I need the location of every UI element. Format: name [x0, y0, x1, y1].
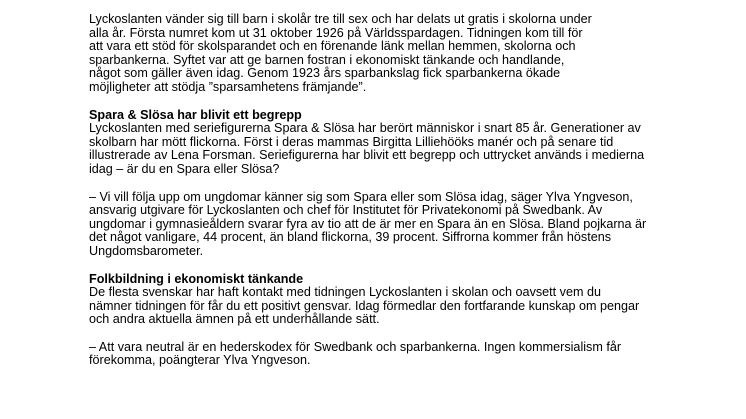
- text-line: något som gäller även idag. Genom 1923 års sparbankslag fick sparbankerna ökade: [89, 66, 561, 81]
- section-paragraph: [89, 122, 729, 176]
- text-line: alla år. Första numret kom ut 31 oktober 1926 på Världsspardagen. Tidningen kom till för: [89, 25, 583, 40]
- text-line: – Vi vill följa upp om ungdomar känner sig som Spara eller som Slösa idag, säger Ylva Yngveson,: [89, 189, 633, 204]
- text-line: De flesta svenskar har haft kontakt med tidningen Lyckoslanten i skolan och oavsett vem du: [89, 285, 601, 300]
- text-line: Ungdomsbarometer.: [89, 243, 204, 258]
- text-line: idag – är du en Spara eller Slösa?: [89, 161, 280, 176]
- quote-paragraph: [89, 191, 729, 259]
- section-paragraph: [89, 286, 729, 327]
- text-line: det något vanligare, 44 procent, än bland flickorna, 39 procent. Siffrorna kommer från höstens: [89, 230, 612, 245]
- text-line: förekomma, poängterar Ylva Yngveson.: [89, 353, 311, 368]
- text-line: ansvarig utgivare för Lyckoslanten och chef för Institutet för Privatekonomi på Swedbank. Av: [89, 203, 603, 218]
- text-line: Lyckoslanten med seriefigurerna Spara & Slösa har berört människor i snart 85 år. Generationer av: [89, 121, 641, 136]
- intro-paragraph: [89, 13, 729, 95]
- text-line: sparbankerna. Syftet var att ge barnen fostran i ekonomiskt tänkande och handlande,: [89, 52, 565, 67]
- text-line: skolbarn har mött flickorna. Först i deras mammas Birgitta Lilliehööks manér och på senare tid: [89, 134, 614, 149]
- document-page: [89, 13, 729, 382]
- text-line: Lyckoslanten vänder sig till barn i skolår tre till sex och har delats ut gratis i skolorna under: [89, 12, 592, 26]
- text-line: ungdomar i gymnasieåldern svarar fyra av tio att de är mer en Spara än en Slösa. Bland pojkarna är: [89, 216, 647, 231]
- section-folkbildning: [89, 273, 729, 327]
- section-heading: Spara & Slösa har blivit ett begrepp: [89, 107, 302, 122]
- text-line: illustrerade av Lena Forsman. Seriefigurerna har blivit ett begrepp och uttrycket används i medierna: [89, 148, 645, 163]
- text-line: möjligheter att stödja ”sparsamhetens främjande”.: [89, 79, 367, 94]
- text-line: och andra aktuella ämnen på ett underhållande sätt.: [89, 312, 380, 327]
- text-line: – Att vara neutral är en hederskodex för Swedbank och sparbankerna. Ingen kommersialism får: [89, 339, 622, 354]
- text-line: att vara ett stöd för skolsparandet och en förenande länk mellan hemmen, skolorna och: [89, 39, 576, 54]
- section-heading: Folkbildning i ekonomiskt tänkande: [89, 271, 304, 286]
- quote-paragraph: [89, 341, 729, 368]
- text-line: nämner tidningen för får du ett positivt gensvar. Idag förmedlar den fortfarande kunskap om pengar: [89, 298, 640, 313]
- section-spara-slosa: [89, 109, 729, 177]
